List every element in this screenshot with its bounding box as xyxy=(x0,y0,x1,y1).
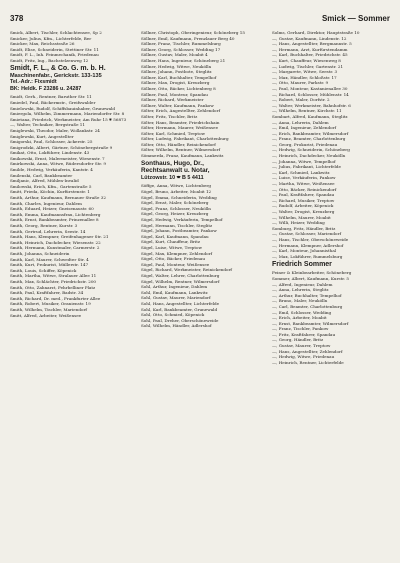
directory-entry: Söffge, Anna, Witwe, Lichtenberg xyxy=(141,183,211,189)
directory-entry: Smith, Charles, Ingenieur, Dahlem xyxy=(10,200,82,206)
directory-entry: —, Hans, Angestellter, Bergmannstr. 5 xyxy=(272,41,352,47)
directory-entry: Sögel, Otto, Bäcker, Friedenau xyxy=(141,256,205,262)
directory-entry: Sögel, Hermann, Tischler, Steglitz xyxy=(141,222,213,228)
directory-entry: Söllner, Max, Drogist, Kreuzberg xyxy=(141,80,210,86)
directory-entry: —, Gustav, Maurer, Treptow xyxy=(272,343,331,349)
directory-entry: —, Kurt, Chauffeur, Wiesenweg 8 xyxy=(272,57,341,63)
directory-entry: —, Bruno, Maler, Neukölln xyxy=(272,298,328,304)
directory-entry: Sohl, Gustav, Maurer, Mariendorf xyxy=(141,295,211,301)
directory-entry: —, Wilhelm, Maurer, Moabit xyxy=(272,214,331,220)
directory-entry: —, Ludwig, Tischler, Gartenstr. 21 xyxy=(272,63,344,69)
directory-entry: Söllner, Richard, Werkmeister xyxy=(141,97,204,103)
directory-entry: —, Luise, Verkäuferin, Pankow xyxy=(272,175,336,181)
directory-entry: Somburg, Fritz, Händler, Britz xyxy=(272,225,336,231)
directory-entry: Smith, Paul, Kraftfahrer, Badstr. 34 xyxy=(10,290,84,296)
directory-entry: Sölter, Hans, Beamter, Friedrichshain xyxy=(141,119,220,125)
directory-entry: Sohl, Paul, Dreher, Oberschöneweide xyxy=(141,317,219,323)
directory-entry: Smith, Richard, Dr. med., Frankfurter Allee xyxy=(10,295,101,301)
directory-entry: Smirkowski, Anna, Witwe, Rüdersdorfer Str. 9 xyxy=(10,161,107,167)
directory-entry: Smith, Hans, Klempner, Greifenhagener Str. 21 xyxy=(10,234,109,240)
directory-entry: Sölter, Fritz, Tischler, Britz xyxy=(141,113,198,119)
directory-entry: Söllner, Otto, Bäcker, Lichtenberg 8 xyxy=(141,85,216,91)
directory-entry: Smiglewski, Kurt, Angestellter xyxy=(10,133,74,139)
directory-entry: Sögel, Hedwig, Verkäuferin, Tempelhof xyxy=(141,217,223,222)
directory-entry: —, Georg, Händler, Britz xyxy=(272,337,324,343)
directory-entry: —, Otto, Bäcker, Reinickendorf xyxy=(272,186,337,192)
directory-entry: —, Erich, Arbeiter, Moabit xyxy=(272,315,327,321)
directory-entry: Smith, Hermann, Kunstmaler, Carmerstr. 2 xyxy=(10,245,100,251)
directory-entry: Sögel, Richard, Werkmeister, Reinickendorf xyxy=(141,267,232,273)
directory-entry: —, Hans, Angestellter, Zehlendorf xyxy=(272,348,343,354)
directory-entry: Feiner & Kleinbearbeiter, Schöneberg xyxy=(272,270,352,276)
ad-telegram-address: Tel.-Adr.: Fixsmidt xyxy=(10,79,57,86)
directory-entry: Sögel, Franz, Schlosser, Neukölln xyxy=(141,205,211,211)
directory-entry: —, Otto, Maurer, Parkstr. 9 xyxy=(272,80,329,86)
directory-entry: Söllner, Johann, Postbote, Steglitz xyxy=(141,69,212,75)
directory-entry: Sohl, Karl, Bankbeamter, Grunewald xyxy=(141,306,218,312)
directory-entry: —, Walter, Werkmeister, Bahnhofstr. 6 xyxy=(272,102,351,108)
directory-entry: —, Karl, Schmied, Lankwitz xyxy=(272,169,330,175)
directory-entry: Söllner, Gustav, Maler, Moabit 4 xyxy=(141,52,208,58)
directory-entry: Söllner, Hans, Ingenieur, Schöneberg 21 xyxy=(141,57,226,63)
directory-entry: Sögel, Paul, Monteur, Weißensee xyxy=(141,261,210,267)
directory-entry: Smith, Robert, Musiker, Oranienstr. 19 xyxy=(10,301,91,307)
directory-entry: Söllner, Hedwig, Witwe, Neukölln xyxy=(141,63,212,69)
directory-entry: Smigorski, Paul, Schlosser, Ackerstr. 25 xyxy=(10,139,93,145)
directory-entry: Söllner, Paul, Monteur, Spandau xyxy=(141,91,208,97)
ad-company-name: Smidt, F. L., & Co. G. m. b. H. xyxy=(10,64,106,72)
directory-entry: Smiergola, Wilhelm, Zimmermann, Mariendorfer Str. 8 xyxy=(10,111,125,117)
directory-entry: Söllner, Christoph, Oberingenieur, Schöneberg 15 xyxy=(141,30,246,35)
directory-entry: —, Walter, Techniker, Bergstraße 11 xyxy=(10,122,86,128)
directory-entry: Sölter, Hermann, Maurer, Weißensee xyxy=(141,125,219,131)
directory-entry: —, Johanna, Witwe, Tempelhof xyxy=(272,158,336,164)
directory-entry: Smidt, Elise, Schneiderin, Stettiner Str. 11 xyxy=(10,46,99,52)
directory-entry: —, Richard, Musiker, Treptow xyxy=(272,197,335,203)
directory-entry: Sölter, Karl, Schmied, Treptow xyxy=(141,130,206,136)
directory-entry: Söllner, Emil, Kaufmann, Prenzlauer Berg 40 xyxy=(141,35,235,41)
directory-entry: Sömmerda, Franz, Kaufmann, Lankwitz xyxy=(141,153,224,159)
directory-entry: Sohl, Hans, Angestellter, Lichterfelde xyxy=(141,300,220,306)
directory-entry: Smith, Heinrich, Dachdecker, Wiesenstr. 22 xyxy=(10,239,101,245)
directory-entry: —, Martha, Witwe, Weißensee xyxy=(272,181,335,187)
directory-entry: —, Gustav, Kaufmann, Lindenstr. 12 xyxy=(272,35,347,41)
directory-entry: Sögel, Emma, Schneiderin, Wedding xyxy=(141,194,217,200)
directory-entry: Smigrodzki, Albert, Gärtner, Schönebergstraße 9 xyxy=(10,144,113,150)
directory-entry: —, Franz, Beamter, Charlottenburg xyxy=(272,136,346,142)
directory-entry: —, Paul, Kraftfahrer, Spandau xyxy=(272,192,335,198)
directory-entry: Söllner, Karl, Buchhalter, Tempelhof xyxy=(141,74,217,80)
directory-entry: —, Carl, Beamter, Charlottenburg xyxy=(272,303,343,309)
directory-entry: Smilde, Hedwig, Verkäuferin, Kantstr. 4 xyxy=(10,167,93,173)
directory-entry: Sögel, Karl, Kaufmann, Spandau xyxy=(141,233,209,239)
directory-entry: Sommer, Albert, Kaufmann, Kurstr. 5 xyxy=(272,275,349,281)
directory-entry: Sohl, Wilhelm, Händler, Adlershof xyxy=(141,323,212,329)
ad-name: Sonthaus, Hugo, Dr., xyxy=(141,159,204,167)
directory-entry: —, Fritz, Kraftfahrer, Spandau xyxy=(272,331,336,337)
directory-entry: —, Hermann, Klempner, Adlershof xyxy=(272,242,344,248)
directory-entry: —, Franz, Tischler, Pankow xyxy=(272,326,329,332)
directory-entry: Sohl, Otto, Schmied, Köpenick xyxy=(141,312,205,318)
directory-entry: Smitt, Alfred, Arbeiter, Weißensee xyxy=(10,312,82,318)
column-2-entries xyxy=(141,30,263,159)
directory-entry: —, Erich, Bankbeamter, Wilmersdorf xyxy=(272,130,349,136)
directory-entry: Sölter, Ludwig, Fabrikant, Charlottenburg xyxy=(141,136,229,142)
directory-entry: Smick, Albert, Tischler, Schlachtensee, Sp 2 xyxy=(10,30,102,35)
directory-entry: Söllner, Walter, Kaufmann, Pankow xyxy=(141,102,214,108)
directory-entry: Sögel, Georg, Heizer, Kreuzberg xyxy=(141,211,209,217)
directory-entry: —, Georg, Prokurist, Friedenau xyxy=(272,141,338,147)
directory-entry: Smicker, Julius, Kfm., Lichterfelde, Ber xyxy=(10,35,92,41)
section-heading: Friedrich Sommer xyxy=(272,261,332,269)
directory-entry: Sögel, Wilhelm, Rentner, Wilmersdorf xyxy=(141,278,220,284)
directory-entry: Sölter, Wilhelm, Rentner, Wilmersdorf xyxy=(141,147,220,153)
directory-entry: —, Anna, Lehrerin, Dahlem xyxy=(272,119,329,125)
directory-entry: —, Rudolf, Arbeiter, Köpenick xyxy=(272,203,334,209)
directory-entry: Smikat, Otto, Lokführer, Lindenstr. 43 xyxy=(10,150,90,156)
directory-entry: Smith, Eduard, Heizer, Gneisenaustr. 60 xyxy=(10,206,94,212)
column-1 xyxy=(10,30,132,558)
directory-entry: —, Wilhelm, Rentner, Kirchstr. 11 xyxy=(272,108,342,114)
directory-entry: Sombart, Alfred, Kaufmann, Steglitz xyxy=(272,113,348,119)
directory-entry: Smith, Max, Schlächter, Friedrichstr. 200 xyxy=(10,278,97,284)
column-1-entries xyxy=(10,94,132,318)
column-3-entries xyxy=(272,30,394,259)
directory-entry: Sölter, Otto, Händler, Reinickendorf xyxy=(141,141,216,147)
directory-entry: —, Emil, Ingenieur, Zehlendorf xyxy=(272,125,337,131)
directory-entry: —, Robert, Maler, Dorfstr. 2 xyxy=(272,97,330,103)
ad-business-line: Maschinenfabr., Gerickstr. 133-135 xyxy=(10,72,102,79)
directory-entry: Söllner, Georg, Schlosser, Wedding 17 xyxy=(141,46,221,52)
directory-entry: Smilowski, Erich, Kfm., Gartenstraße 5 xyxy=(10,183,92,189)
directory-entry: Smiedel, Paul, Bäckermstr., Greifswalder xyxy=(10,99,96,105)
directory-entry: —, Margarete, Witwe, Seestr. 3 xyxy=(272,69,338,75)
directory-entry: —, Gustav, Schlosser, Mariendorf xyxy=(272,231,341,237)
page-header xyxy=(10,14,390,26)
directory-entry: —, Paul, Monteur, Kastanienallee 30 xyxy=(272,85,348,91)
directory-entry: —, Max, Lokführer, Rummelsburg xyxy=(272,253,343,259)
directory-entry: —, Alfred, Ingenieur, Dahlem xyxy=(272,281,333,287)
ad-address: Lützowstr. 10 🕿 B 5 4411 xyxy=(141,174,204,181)
directory-entry: Smiljanic, Alfred, Mühlen-Invalid xyxy=(10,178,79,184)
directory-entry: —, Heinrich, Dachdecker, Neukölln xyxy=(272,153,346,159)
directory-entry: Söllner, Franz, Tischler, Rummelsburg xyxy=(141,41,221,47)
column-3 xyxy=(272,30,394,558)
directory-entry: Sögel, Kurt, Chauffeur, Britz xyxy=(141,239,201,245)
page-running-title: Smick — Sommer xyxy=(321,14,390,23)
directory-entry: Smith, Karl, Maurer, Schwedter Str. 4 xyxy=(10,256,89,262)
advertisement-smidt xyxy=(10,65,132,93)
directory-entry: Solms, Gerhard, Direktor, Hauptstraße 10 xyxy=(272,30,360,35)
directory-entry: Sögel, Luise, Witwe, Treptow xyxy=(141,244,202,250)
directory-entry: —, Max, Händler, Schloßstr. 17 xyxy=(272,74,337,80)
directory-entry: Sögel, Bruno, Arbeiter, Moabit 12 xyxy=(141,189,212,195)
directory-entry: Smith, Ernst, Bankbeamter, Prinzenallee 8 xyxy=(10,217,99,223)
directory-entry: Smicker, Max, Reichsstraße 26 xyxy=(10,41,75,47)
directory-entry: Smiglewski, Theodor, Maler, Wollankstr. 24 xyxy=(10,127,100,133)
directory-entry: Smidt, Gerh., Rentner, Baruther Str. 11 xyxy=(10,94,92,100)
directory-entry: —, Emil, Schlosser, Wedding xyxy=(272,309,332,315)
directory-entry: —, Karl, Buchhalter, Friedrichstr. 45 xyxy=(272,52,348,58)
directory-entry: Smith, Wilhelm, Tischler, Mariendorf xyxy=(10,306,87,312)
advertisement-sonthaus xyxy=(141,160,263,182)
directory-entry: —, Hedwig, Schneiderin, Schöneberg xyxy=(272,147,350,153)
directory-entry: Smith, Kurt, Prokurist, Müllerstr. 147 xyxy=(10,262,89,268)
directory-entry: Sohl, Emil, Kaufmann, Lankwitz xyxy=(141,289,208,295)
directory-entry: —, Karl, Monteur, Johannisthal xyxy=(272,248,337,254)
directory-entry: —, Hans, Tischler, Oberschöneweide xyxy=(272,236,349,242)
directory-entry: Smith, Louis, Schiffer, Köpenick xyxy=(10,267,77,273)
directory-entry: Smitt, Frieda, Köchin, Kurfürstenstr. 1 xyxy=(10,189,90,195)
column-1-intro-entries xyxy=(10,30,132,64)
directory-entry: —, Willi, Heizer, Wedding xyxy=(272,220,325,226)
directory-entry: Smikowski, Ernst, Malermeister, Wiesenstr. 7 xyxy=(10,155,105,161)
directory-entry: Smith, Martha, Witwe, Stralauer Allee 11 xyxy=(10,273,97,279)
directory-entry: —, Richard, Schlosser, Mühlenstr. 14 xyxy=(272,91,349,97)
directory-entry: —, Hedwig, Witwe, Friedenau xyxy=(272,354,335,360)
directory-entry: Sohl, Arthur, Ingenieur, Dahlem xyxy=(141,284,208,290)
directory-entry: —, Julius, Fabrikant, Lichterfelde xyxy=(272,164,341,170)
directory-entry: —, Ernst, Bankbeamter, Wilmersdorf xyxy=(272,320,349,326)
ad-profession: Rechtsanwalt u. Notar, xyxy=(141,167,210,175)
directory-entry: —, Heinrich, Rentner, Lichterfelde xyxy=(272,359,344,365)
directory-entry: —, Walter, Drogist, Kreuzberg xyxy=(272,209,335,214)
directory-entry: Smidt, F. L., Inh. Feinmechanik, Friedenau xyxy=(10,52,99,58)
directory-entry: Smith, Otto, Zahnarzt, Fehrbelliner Platz xyxy=(10,284,96,290)
column-2 xyxy=(141,30,263,558)
directory-entry: Smith, Johanna, Schneiderin xyxy=(10,250,70,256)
column-3-entries-continued xyxy=(272,270,394,365)
directory-entry: Smielowski, Rudolf, Schiffsbauinhaber, Grunewald xyxy=(10,105,115,111)
directory-entry: Sögel, Ernst, Maler, Schöneberg xyxy=(141,200,209,206)
directory-entry: Smith, Emma, Kaufmannsfrau, Lichtenberg xyxy=(10,211,101,217)
directory-entry: —, Anna, Lehrerin, Steglitz xyxy=(272,287,329,293)
directory-entry: Smilenski, Carl, Bankbeamter xyxy=(10,172,73,178)
directory-entry: Sögel, Walter, Lehrer, Charlottenburg xyxy=(141,272,220,278)
directory-entry: Sölter, Erich, Angestellter, Zehlendorf xyxy=(141,108,220,114)
page-number: 378 xyxy=(10,14,24,23)
directory-entry: —, Hermann, Arzt, Kurfürstendamm xyxy=(272,46,348,52)
directory-entry: Smietana, Friedrich, Werkmeister, Am Ruhr 15 🕿 56873 xyxy=(10,116,127,122)
directory-entry: Sögel, Max, Klempner, Zehlendorf xyxy=(141,250,213,256)
column-2-entries-continued xyxy=(141,183,263,328)
ad-bank-account: BK: Heldk. F 23286 u. 24287 xyxy=(10,85,82,92)
directory-entry: Smidt, Fritz, Ing., Bachstelzenweg 12 xyxy=(10,57,89,63)
directory-entry: Smith, Gertrud, Lehrerin, Seestr. 14 xyxy=(10,228,86,234)
directory-entry: Smith, Georg, Rentner, Kurstr. 3 xyxy=(10,223,78,228)
directory-entry: Smith, Arthur, Kaufmann, Bernauer Straße 32 xyxy=(10,195,106,201)
directory-entry: Sögel, Johann, Postbeamter, Pankow xyxy=(141,228,217,234)
directory-entry: —, Arthur, Buchhalter, Tempelhof xyxy=(272,292,342,298)
